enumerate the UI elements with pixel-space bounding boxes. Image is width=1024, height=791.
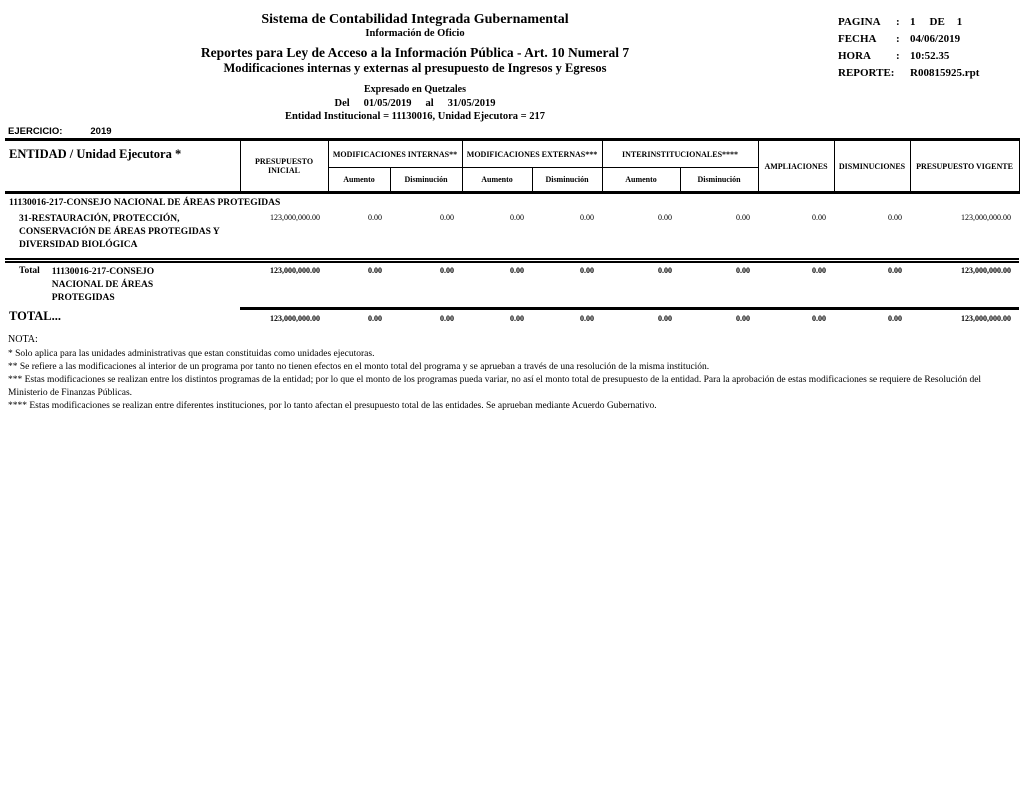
col-internas-aumento: Aumento [328,168,390,193]
report-modifications-title: Modificaciones internas y externas al presupuesto de Ingresos y Egresos [223,61,607,75]
meta-pagina-row [838,14,1020,31]
value-cell: 0.00 [328,260,390,308]
pagina-colon: : [896,16,900,28]
table-header [5,140,1019,193]
hora-label: HORA [838,50,871,62]
footnote-3: *** Estas modificaciones se realizan entre los distintos programas de la entidad; por lo que el monto de los programas pueda variar, no así el monto total de presupuesto de la entidad. Para la aprobación de estas modificaciones se requiere de Resolución del Ministerio de Finanzas Públicas. [8,375,982,398]
col-externas-disminucion: Disminución [532,168,602,193]
value-cell: 0.00 [758,308,834,334]
value-cell: 0.00 [462,308,532,334]
value-cell: 0.00 [440,212,454,222]
value-cell: 0.00 [328,308,390,334]
value-cell: 123,000,000.00 [910,260,1019,308]
value-cell: 0.00 [580,212,594,222]
reporte-value: R00815925.rpt [910,67,980,79]
program-row [5,210,1019,261]
col-interinst-aumento: Aumento [602,168,680,193]
value-cell: 0.00 [736,212,750,222]
value-cell: 0.00 [602,308,680,334]
value-cell: 0.00 [532,260,602,308]
entity-filter-line: Entidad Institucional = 11130016, Unidad Ejecutora = 217 [285,111,545,122]
meta-fecha-row [838,31,1020,48]
meta-hora-row [838,48,1020,65]
col-presupuesto-vigente: PRESUPUESTO VIGENTE [910,140,1019,193]
ejercicio-label: EJERCICIO: [8,126,63,137]
fecha-label: FECHA [838,33,877,45]
date-range [60,98,770,109]
value-cell: 0.00 [510,212,524,222]
footnotes-title: NOTA: [8,334,38,345]
value-cell: 0.00 [532,308,602,334]
footnote-2: ** Se refiere a las modificaciones al interior de un programa por tanto no tienen efectos en el monto total del programa y se aprueban a través de una resolución de la misma institución. [8,362,710,372]
pagina-de-label: DE [929,16,945,28]
fecha-value: 04/06/2019 [910,33,961,45]
date-from-label: Del [334,98,350,109]
program-label-cell [5,210,240,261]
date-to-value: 31/05/2019 [447,98,496,109]
value-cell: 0.00 [390,260,462,308]
grand-total-label: TOTAL... [9,309,61,323]
col-disminuciones: DISMINUCIONES [834,140,910,193]
pagina-label: PAGINA [838,16,881,28]
date-to-label: al [425,98,434,109]
col-interinst-disminucion: Disminución [680,168,758,193]
ejercicio-value: 2019 [90,126,112,137]
value-cell: 0.00 [368,212,382,222]
footnote-1: * Solo aplica para las unidades administrativas que estan constituidas como unidades ejecutoras. [8,349,375,359]
value-cell: 0.00 [602,260,680,308]
entity-group-label: 11130016-217-CONSEJO NACIONAL DE ÁREAS PROTEGIDAS [9,198,281,209]
value-cell: 123,000,000.00 [270,212,320,222]
date-from-value: 01/05/2019 [363,98,412,109]
value-cell: 123,000,000.00 [240,308,328,334]
value-cell: 0.00 [680,308,758,334]
table-body [5,193,1019,335]
value-cell: 0.00 [758,260,834,308]
report-title: Sistema de Contabilidad Integrada Gubernamental [261,12,569,27]
value-cell: 123,000,000.00 [240,260,328,308]
meta-reporte-row [838,65,1020,82]
value-cell: 123,000,000.00 [910,308,1019,334]
currency-note: Expresado en Quetzales [363,84,467,95]
hora-value: 10:52.35 [910,50,950,62]
report-subtitle: Información de Oficio [365,28,465,39]
value-cell: 0.00 [834,260,910,308]
col-group-interinstitucionales: INTERINSTITUCIONALES**** [602,140,758,168]
col-ampliaciones: AMPLIACIONES [758,140,834,193]
report-header [60,12,770,122]
fecha-colon: : [896,33,900,45]
col-group-modificaciones-externas: MODIFICACIONES EXTERNAS*** [462,140,602,168]
total-entity-label: 11130016-217-CONSEJO NACIONAL DE ÁREAS PROTEGIDAS [51,266,155,303]
pagina-total-value: 1 [956,16,963,28]
reporte-spacer [896,65,910,82]
col-externas-aumento: Aumento [462,168,532,193]
report-meta-block [838,14,1020,82]
budget-modifications-table [5,138,1020,334]
col-entidad-unidad-ejecutora: ENTIDAD / Unidad Ejecutora * [5,140,240,193]
value-cell: 0.00 [462,260,532,308]
value-cell: 0.00 [812,212,826,222]
col-internas-disminucion: Disminución [390,168,462,193]
pagina-value: 1 [910,16,916,28]
entity-group-row [5,193,1019,210]
entity-total-label-cell [5,260,240,308]
col-presupuesto-inicial: PRESUPUESTO INICIAL [240,140,328,193]
value-cell: 0.00 [834,308,910,334]
grand-total-row [5,308,1019,334]
value-cell: 0.00 [390,308,462,334]
footnotes [8,333,996,413]
total-prefix: Total [19,265,40,276]
entity-total-row [5,260,1019,308]
col-group-modificaciones-internas: MODIFICACIONES INTERNAS** [328,140,462,168]
program-label: 31-RESTAURACIÓN, PROTECCIÓN, CONSERVACIÓN DE ÁREAS PROTEGIDAS Y DIVERSIDAD BIOLÓGICA [19,213,220,250]
value-cell: 0.00 [658,212,672,222]
reporte-label: REPORTE: [838,67,895,79]
value-cell: 0.00 [888,212,902,222]
footnote-4: **** Estas modificaciones se realizan entre diferentes instituciones, por lo tanto afectan el presupuesto total de las entidades. Se aprueban mediante Acuerdo Gubernativo. [8,401,657,411]
value-cell: 0.00 [680,260,758,308]
hora-colon: : [896,50,900,62]
report-law-title: Reportes para Ley de Acceso a la Información Pública - Art. 10 Numeral 7 [200,45,630,60]
value-cell: 123,000,000.00 [961,212,1011,222]
